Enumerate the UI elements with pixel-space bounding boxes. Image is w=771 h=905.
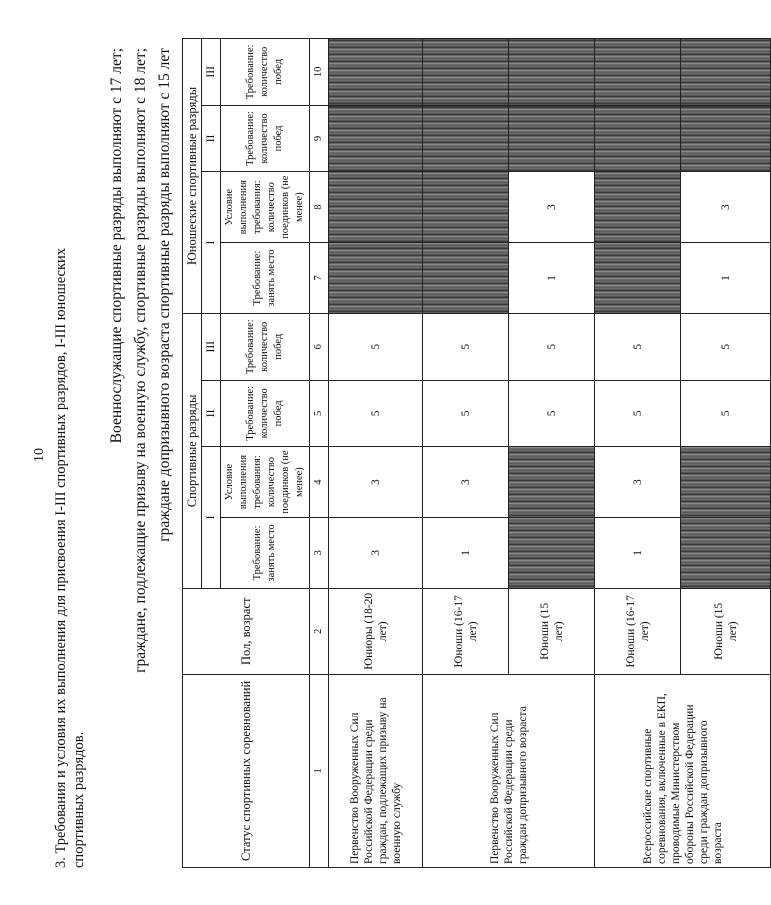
req-condition-youth: Условие выполнения требования: количество поединков (не менее) [221, 172, 310, 243]
sport-rank-III: III [202, 313, 221, 380]
req-wins-sport-II: Требование: количество побед [221, 380, 310, 447]
value-cell: 5 [681, 380, 771, 447]
col-num: 3 [310, 517, 329, 588]
status-cell: Первенство Вооруженных Сил Российской Федерации среди граждан, подлежащих призыву на военную службу [329, 674, 423, 867]
sex-age-cell: Юноши (15 лет) [509, 588, 595, 674]
shaded-cell [509, 105, 595, 172]
col-num: 6 [310, 313, 329, 380]
shaded-cell [509, 39, 595, 106]
shaded-cell [423, 243, 509, 314]
value-cell: 3 [329, 517, 423, 588]
req-wins-sport-III: Требование: количество побед [221, 313, 310, 380]
table-row [329, 39, 423, 868]
sex-age-cell: Юниоры (18-20 лет) [329, 588, 423, 674]
table-row [423, 39, 509, 868]
value-cell: 3 [595, 447, 681, 518]
value-cell: 1 [595, 517, 681, 588]
sex-age-cell: Юноши (16-17 лет) [423, 588, 509, 674]
shaded-cell [595, 172, 681, 243]
shaded-cell [509, 447, 595, 518]
section-heading: 3. Требования и условия их выполнения для присвоения I-III спортивных разрядов, I-III юношеских спортивных разрядов. [53, 247, 87, 868]
shaded-cell [329, 39, 423, 106]
value-cell: 1 [681, 243, 771, 314]
status-cell: Всероссийские спортивные соревнования, включенные в ЕКП, проводимые Министерством обороны Российской Федерации среди граждан допризывного возраста [595, 674, 771, 867]
shaded-cell [329, 105, 423, 172]
shaded-cell [329, 172, 423, 243]
col-num: 4 [310, 447, 329, 518]
req-condition-sport: Условие выполнения требования: количество поединков (не менее) [221, 447, 310, 518]
col-num: 9 [310, 105, 329, 172]
value-cell: 1 [423, 517, 509, 588]
header-youth-ranks: Юношеские спортивные разряды [183, 39, 202, 314]
value-cell: 3 [423, 447, 509, 518]
page-number: 10 [32, 448, 47, 462]
rotated-content [30, 20, 739, 880]
value-cell: 3 [329, 447, 423, 518]
shaded-cell [681, 39, 771, 106]
sex-age-cell: Юноши (15 лет) [681, 588, 771, 674]
sex-age-cell: Юноши (16-17 лет) [595, 588, 681, 674]
header-sex-age: Пол, возраст [183, 588, 310, 674]
shaded-cell [423, 105, 509, 172]
req-wins-youth-II: Требование: количество побед [221, 105, 310, 172]
shaded-cell [423, 39, 509, 106]
value-cell: 5 [329, 380, 423, 447]
col-num: 2 [310, 588, 329, 674]
value-cell: 5 [509, 313, 595, 380]
sport-rank-I: I [202, 447, 221, 589]
value-cell: 5 [329, 313, 423, 380]
table-row [595, 39, 681, 868]
youth-rank-I: I [202, 172, 221, 314]
col-num: 10 [310, 39, 329, 106]
col-num: 1 [310, 674, 329, 867]
shaded-cell [329, 243, 423, 314]
value-cell: 5 [423, 380, 509, 447]
value-cell: 5 [595, 380, 681, 447]
header-sport-ranks: Спортивные разряды [183, 313, 202, 588]
shaded-cell [423, 172, 509, 243]
req-wins-youth-III: Требование: количество побед [221, 39, 310, 106]
col-num: 7 [310, 243, 329, 314]
shaded-cell [681, 517, 771, 588]
status-cell: Первенство Вооруженных Сил Российской Федерации среди граждан допризывного возраста [423, 674, 595, 867]
value-cell: 5 [595, 313, 681, 380]
value-cell: 1 [509, 243, 595, 314]
req-place-sport: Требование: занять место [221, 517, 310, 588]
sport-rank-II: II [202, 380, 221, 447]
col-num: 5 [310, 380, 329, 447]
shaded-cell [681, 447, 771, 518]
value-cell: 5 [423, 313, 509, 380]
req-place-youth: Требование: занять место [221, 243, 310, 314]
shaded-cell [595, 39, 681, 106]
shaded-cell [595, 105, 681, 172]
col-num: 8 [310, 172, 329, 243]
requirements-table [182, 38, 771, 868]
subheading-1: Военнослужащие спортивные разряды выполняют с 17 лет; [108, 48, 125, 444]
shaded-cell [595, 243, 681, 314]
value-cell: 3 [681, 172, 771, 243]
shaded-cell [509, 517, 595, 588]
value-cell: 5 [681, 313, 771, 380]
subheading-3: граждане допризывного возраста спортивные разряды выполняют с 15 лет [156, 48, 173, 542]
value-cell: 3 [509, 172, 595, 243]
subheading-2: граждане, подлежащие призыву на военную службу, спортивные разряды выполняют с 18 лет; [132, 48, 149, 673]
header-status: Статус спортивных соревнований [183, 674, 310, 867]
value-cell: 5 [509, 380, 595, 447]
youth-rank-II: II [202, 105, 221, 172]
shaded-cell [681, 105, 771, 172]
youth-rank-III: III [202, 39, 221, 106]
